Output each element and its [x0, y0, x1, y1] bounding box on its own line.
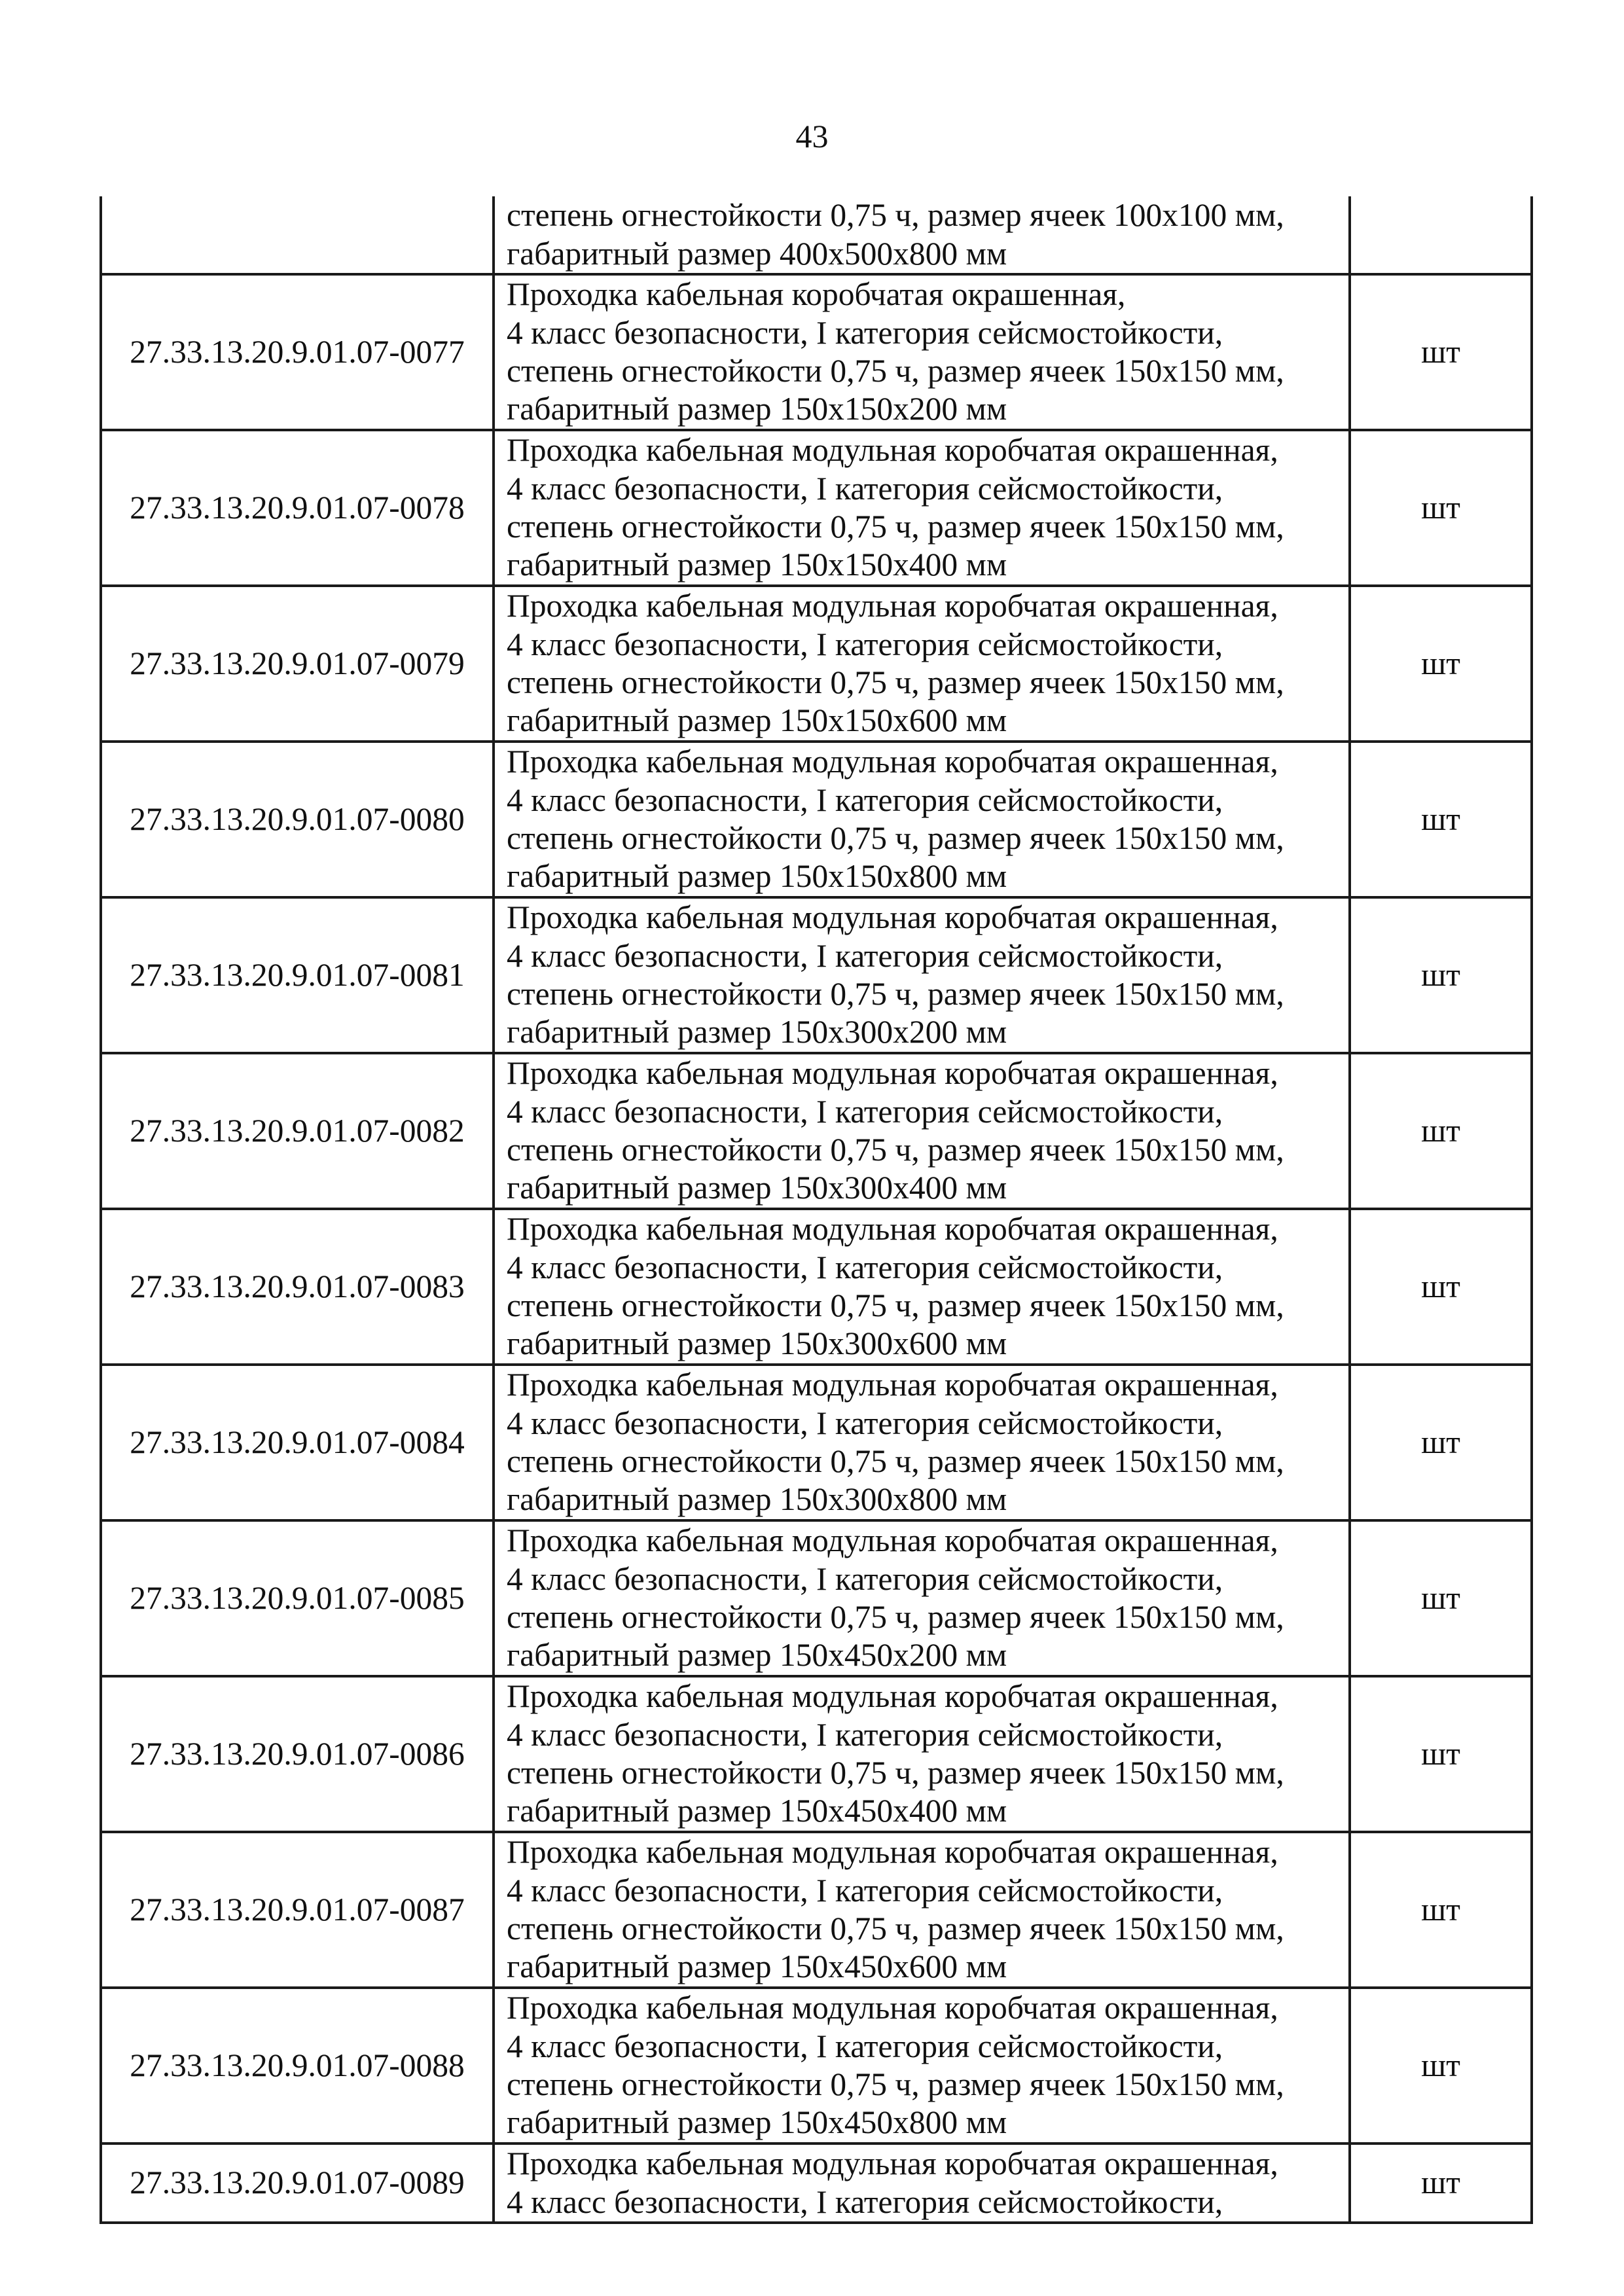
code-cell: 27.33.13.20.9.01.07-0078	[101, 430, 494, 586]
unit-cell: шт	[1350, 1365, 1532, 1520]
description-cell	[494, 1676, 1350, 1832]
description-cell	[494, 1365, 1350, 1520]
description-line: 4 класс безопасности, I категория сейсмостойкости,	[507, 2028, 1223, 2064]
description-line: габаритный размер 150x150x600 мм	[507, 702, 1007, 739]
description-line: 4 класс безопасности, I категория сейсмостойкости,	[507, 1249, 1223, 1285]
code-cell: 27.33.13.20.9.01.07-0080	[101, 742, 494, 897]
unit-cell: шт	[1350, 430, 1532, 586]
description-line: 4 класс безопасности, I категория сейсмостойкости,	[507, 2183, 1223, 2220]
description-line: габаритный размер 150x150x800 мм	[507, 858, 1007, 895]
code-cell	[101, 196, 494, 274]
table-row	[101, 274, 1532, 430]
description-line: степень огнестойкости 0,75 ч, размер ячеек 150x150 мм,	[507, 353, 1284, 389]
description-line: Проходка кабельная модульная коробчатая окрашенная,	[507, 744, 1278, 780]
description-line: Проходка кабельная модульная коробчатая окрашенная,	[507, 588, 1278, 624]
description-line: габаритный размер 150x300x400 мм	[507, 1170, 1007, 1206]
description-line: Проходка кабельная модульная коробчатая окрашенная,	[507, 432, 1278, 469]
unit-cell: шт	[1350, 1676, 1532, 1832]
code-cell: 27.33.13.20.9.01.07-0086	[101, 1676, 494, 1832]
description-line: Проходка кабельная модульная коробчатая окрашенная,	[507, 1834, 1278, 1871]
code-cell: 27.33.13.20.9.01.07-0083	[101, 1209, 494, 1365]
description-line: 4 класс безопасности, I категория сейсмостойкости,	[507, 1560, 1223, 1597]
description-line: 4 класс безопасности, I категория сейсмостойкости,	[507, 626, 1223, 662]
description-cell	[494, 2144, 1350, 2223]
table-row	[101, 1209, 1532, 1365]
page-number: 43	[795, 118, 829, 154]
unit-cell: шт	[1350, 1832, 1532, 1988]
unit-cell: шт	[1350, 2144, 1532, 2223]
unit-cell: шт	[1350, 897, 1532, 1053]
description-cell	[494, 1988, 1350, 2144]
table-body	[101, 196, 1532, 2223]
resource-code-table	[99, 196, 1533, 2224]
description-line: степень огнестойкости 0,75 ч, размер ячеек 150x150 мм,	[507, 1443, 1284, 1479]
description-line: габаритный размер 150x300x800 мм	[507, 1481, 1007, 1518]
description-cell	[494, 1053, 1350, 1209]
description-line: габаритный размер 150x450x400 мм	[507, 1793, 1007, 1829]
code-cell: 27.33.13.20.9.01.07-0088	[101, 1988, 494, 2144]
description-line: габаритный размер 150x300x600 мм	[507, 1325, 1007, 1362]
description-line: 4 класс безопасности, I категория сейсмостойкости,	[507, 314, 1223, 351]
description-line: Проходка кабельная модульная коробчатая окрашенная,	[507, 2145, 1278, 2182]
description-line: габаритный размер 150x150x400 мм	[507, 547, 1007, 583]
description-cell	[494, 897, 1350, 1053]
code-cell: 27.33.13.20.9.01.07-0089	[101, 2144, 494, 2223]
description-line: степень огнестойкости 0,75 ч, размер ячеек 150x150 мм,	[507, 2066, 1284, 2102]
description-line: габаритный размер 150x450x800 мм	[507, 2104, 1007, 2141]
code-cell: 27.33.13.20.9.01.07-0081	[101, 897, 494, 1053]
description-line: 4 класс безопасности, I категория сейсмостойкости,	[507, 470, 1223, 507]
description-line: степень огнестойкости 0,75 ч, размер ячеек 150x150 мм,	[507, 976, 1284, 1012]
description-line: Проходка кабельная модульная коробчатая окрашенная,	[507, 1055, 1278, 1092]
description-line: Проходка кабельная модульная коробчатая окрашенная,	[507, 1367, 1278, 1403]
unit-cell: шт	[1350, 1988, 1532, 2144]
description-line: Проходка кабельная модульная коробчатая окрашенная,	[507, 1522, 1278, 1559]
table-row	[101, 586, 1532, 742]
table-row	[101, 1053, 1532, 1209]
description-line: степень огнестойкости 0,75 ч, размер ячеек 150x150 мм,	[507, 820, 1284, 856]
description-cell	[494, 274, 1350, 430]
table-row	[101, 1676, 1532, 1832]
unit-cell: шт	[1350, 274, 1532, 430]
description-line: габаритный размер 150x450x200 мм	[507, 1637, 1007, 1674]
unit-cell: шт	[1350, 1520, 1532, 1676]
code-cell: 27.33.13.20.9.01.07-0079	[101, 586, 494, 742]
unit-cell: шт	[1350, 1053, 1532, 1209]
unit-cell: шт	[1350, 1209, 1532, 1365]
description-line: Проходка кабельная модульная коробчатая окрашенная,	[507, 1990, 1278, 2026]
description-line: 4 класс безопасности, I категория сейсмостойкости,	[507, 937, 1223, 974]
description-line: Проходка кабельная коробчатая окрашенная,	[507, 276, 1126, 313]
description-cell	[494, 1209, 1350, 1365]
unit-cell	[1350, 196, 1532, 274]
table-row	[101, 742, 1532, 897]
code-cell: 27.33.13.20.9.01.07-0084	[101, 1365, 494, 1520]
description-line: габаритный размер 150x150x200 мм	[507, 391, 1007, 427]
table-row	[101, 1832, 1532, 1988]
code-cell: 27.33.13.20.9.01.07-0082	[101, 1053, 494, 1209]
table-row	[101, 1988, 1532, 2144]
description-line: габаритный размер 400x500x800 мм	[507, 235, 1007, 272]
code-cell: 27.33.13.20.9.01.07-0085	[101, 1520, 494, 1676]
description-line: степень огнестойкости 0,75 ч, размер ячеек 150x150 мм,	[507, 509, 1284, 545]
description-line: степень огнестойкости 0,75 ч, размер ячеек 100x100 мм,	[507, 197, 1284, 234]
description-line: степень огнестойкости 0,75 ч, размер ячеек 150x150 мм,	[507, 1287, 1284, 1323]
table-row	[101, 1520, 1532, 1676]
unit-cell: шт	[1350, 742, 1532, 897]
description-line: степень огнестойкости 0,75 ч, размер ячеек 150x150 мм,	[507, 1132, 1284, 1168]
table-row	[101, 196, 1532, 274]
description-line: степень огнестойкости 0,75 ч, размер ячеек 150x150 мм,	[507, 1755, 1284, 1791]
description-cell	[494, 586, 1350, 742]
unit-cell: шт	[1350, 586, 1532, 742]
description-line: Проходка кабельная модульная коробчатая окрашенная,	[507, 1211, 1278, 1247]
description-cell	[494, 1520, 1350, 1676]
description-cell	[494, 742, 1350, 897]
description-line: 4 класс безопасности, I категория сейсмостойкости,	[507, 1716, 1223, 1753]
description-line: габаритный размер 150x300x200 мм	[507, 1014, 1007, 1050]
table-row	[101, 2144, 1532, 2223]
code-cell: 27.33.13.20.9.01.07-0087	[101, 1832, 494, 1988]
description-line: габаритный размер 150x450x600 мм	[507, 1948, 1007, 1985]
description-line: Проходка кабельная модульная коробчатая окрашенная,	[507, 899, 1278, 936]
description-cell	[494, 196, 1350, 274]
description-line: степень огнестойкости 0,75 ч, размер ячеек 150x150 мм,	[507, 1910, 1284, 1946]
table-row	[101, 897, 1532, 1053]
description-cell	[494, 430, 1350, 586]
code-cell: 27.33.13.20.9.01.07-0077	[101, 274, 494, 430]
description-line: 4 класс безопасности, I категория сейсмостойкости,	[507, 1872, 1223, 1909]
table-row	[101, 1365, 1532, 1520]
description-line: степень огнестойкости 0,75 ч, размер ячеек 150x150 мм,	[507, 1599, 1284, 1635]
description-line: 4 класс безопасности, I категория сейсмостойкости,	[507, 1405, 1223, 1441]
description-line: 4 класс безопасности, I категория сейсмостойкости,	[507, 1093, 1223, 1130]
description-line: 4 класс безопасности, I категория сейсмостойкости,	[507, 781, 1223, 818]
table-row	[101, 430, 1532, 586]
description-line: Проходка кабельная модульная коробчатая окрашенная,	[507, 1678, 1278, 1715]
description-cell	[494, 1832, 1350, 1988]
description-line: степень огнестойкости 0,75 ч, размер ячеек 150x150 мм,	[507, 664, 1284, 700]
